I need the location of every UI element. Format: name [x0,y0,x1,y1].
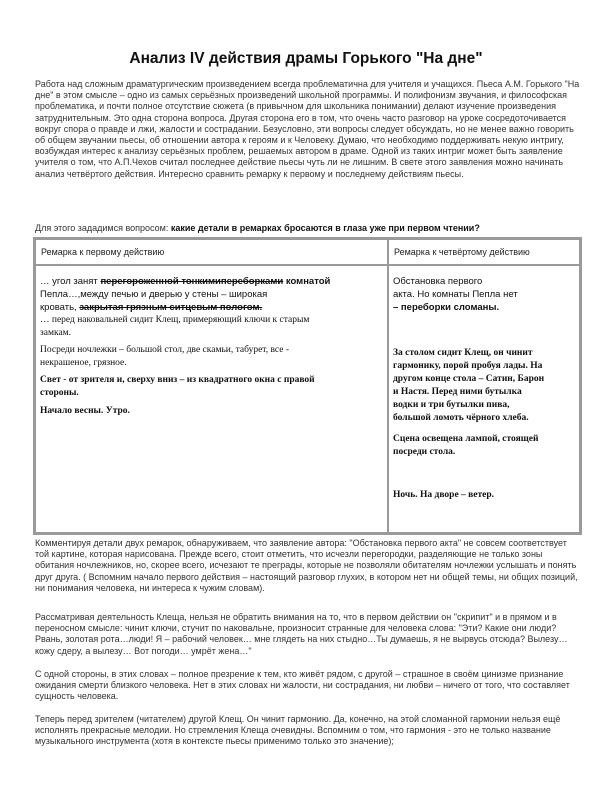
intro-paragraph: Работа над сложным драматургическим произведением всегда проблематична для учителя и учащихся. Пьеса А.М. Горького "На дне" в этом смысле – одно из самых серьёзных произведений школьной программы. И полифонизм звучания, и философская проблематика, и почти полное отсутствие сюжета (в привычном для школьника понимании) делают изучение произведения затруднительным. Это одна сторона вопроса. Другая сторона его в том, что очень часто разговор на уроке сосредоточивается вокруг спора о правде и лжи, жалости и сострадании. Безусловно, эти вопросы следует обсуждать, но не менее важно говорить об общем звучании пьесы, об отношении автора к героям и к Человеку. Думаю, что необходимо поддерживать некую интригу, возбуждая интерес к анализу серьёзных проблем, решаемых автором в драме. Одной из таких интриг может быть заявление учителя о том, что А.П.Чехов считал последнее действие пьесы чуть ли не лишним. В свете этого заявления можно начинать анализ четвёртого действия. Интересно сравнить ремарку к первому и последнему действиям пьесы. [35,79,580,179]
table-column-divider [387,240,389,532]
remarks-table [33,237,582,535]
remark-line: некрашеное, грязное. [40,358,127,368]
remark-line: Свет - от зрителя и, сверху вниз – из квадратного окна с правой [40,375,315,385]
remark-line: Сцена освещена лампой, стоящей [393,434,539,444]
remark-line: … угол занят перегороженной тонкимипереборками комнатой [40,276,331,287]
remark-line: гармонику, порой пробуя лады. На [393,361,543,371]
remark-line: Обстановка первого [393,276,483,287]
page-title: Анализ IV действия драмы Горького "На дне" [129,50,483,67]
remark-line: – переборки сломаны. [393,302,500,313]
remark-line: Посреди ночлежки – большой стол, две скамьи, табурет, все - [40,345,290,355]
remark-line: … перед наковальней сидит Клещ, примеряющий ключи к старым [40,315,310,325]
remark-line: большой ломоть чёрного хлеба. [393,413,529,423]
remark-line: посреди стола. [393,447,456,457]
remark-line: другом конце стола – Сатин, Барон [393,374,545,384]
table-header-act-four: Ремарка к четвёртому действию [394,247,530,257]
question-lead: Для этого зададимся вопросом: [35,223,169,233]
body-paragraph: Рассматривая деятельность Клеща, нельзя не обратить внимания на то, что в первом действии он "скрипит" и в прямом и в переносном смысле: чинит ключи, стучит по наковальне, произносит странные для человека слова: "Эти? Какие они люди? Рвань, золотая рота…люди! Я – рабочий человек… мне глядеть на них стыдно…Ты думаешь, я не вырвусь отсюда? Вылезу… кожу сдеру, а вылезу… Вот погоди… умрёт жена…" [35,612,568,656]
remark-line: замкам. [40,328,72,338]
remark-line: водки и три бутылки пива, [393,400,510,410]
body-paragraph: С одной стороны, в этих словах – полное презрение к тем, кто живёт рядом, с другой – страшное в своём цинизме признание ожидания смерти близкого человека. Нет в этих словах ни жалости, ни сострадания, ни любви – ничего от того, что составляет сущность человека. [35,669,570,702]
remark-line: кровать, закрытая грязным ситцевым пологом. [40,302,263,313]
body-paragraph: Комментируя детали двух ремарок, обнаруживаем, что заявление автора: "Обстановка первого акта" не совсем соответствует той картине, которая нарисована. Прежде всего, стоит отметить, что исчезли перегородки, разделяющие не только зоны обитания ночлежников, но, скорее всего, исчезают те преграды, которые не позволяли обитателям ночлежки услышать и понять друг друга. ( Вспомним начало первого действия – настоящий разговор глухих, в котором нет ни общей темы, ни общих позиций, ни понимания человека, ни интереса к чужим словам). [35,538,578,593]
remark-line: стороны. [40,388,79,398]
remark-line: Начало весны. Утро. [40,406,130,416]
remark-line: Ночь. На дворе – ветер. [393,490,495,500]
remark-line: акта. Но комнаты Пепла нет [393,289,518,300]
table-header-act-one: Ремарка к первому действию [41,247,165,257]
remark-line: За столом сидит Клещ, он чинит [393,348,533,358]
question-line [35,223,580,234]
table-header-divider [36,264,579,266]
remark-line: Пепла…,между печью и дверью у стены – широкая [40,289,268,300]
question-text: какие детали в ремарках бросаются в глаза уже при первом чтении? [170,223,480,233]
body-paragraph: Теперь перед зрителем (читателем) другой Клещ. Он чинит гармонию. Да, конечно, на этой сломанной гармонии нельзя ещё исполнять прекрасные мелодии. Но стремления Клеща очевидны. Вспомним о том, что гармония - это не только название музыкального инструмента (хотя в контексте пьесы применимо только это значение); [35,714,561,747]
remark-line: и Настя. Перед ними бутылка [393,387,522,397]
